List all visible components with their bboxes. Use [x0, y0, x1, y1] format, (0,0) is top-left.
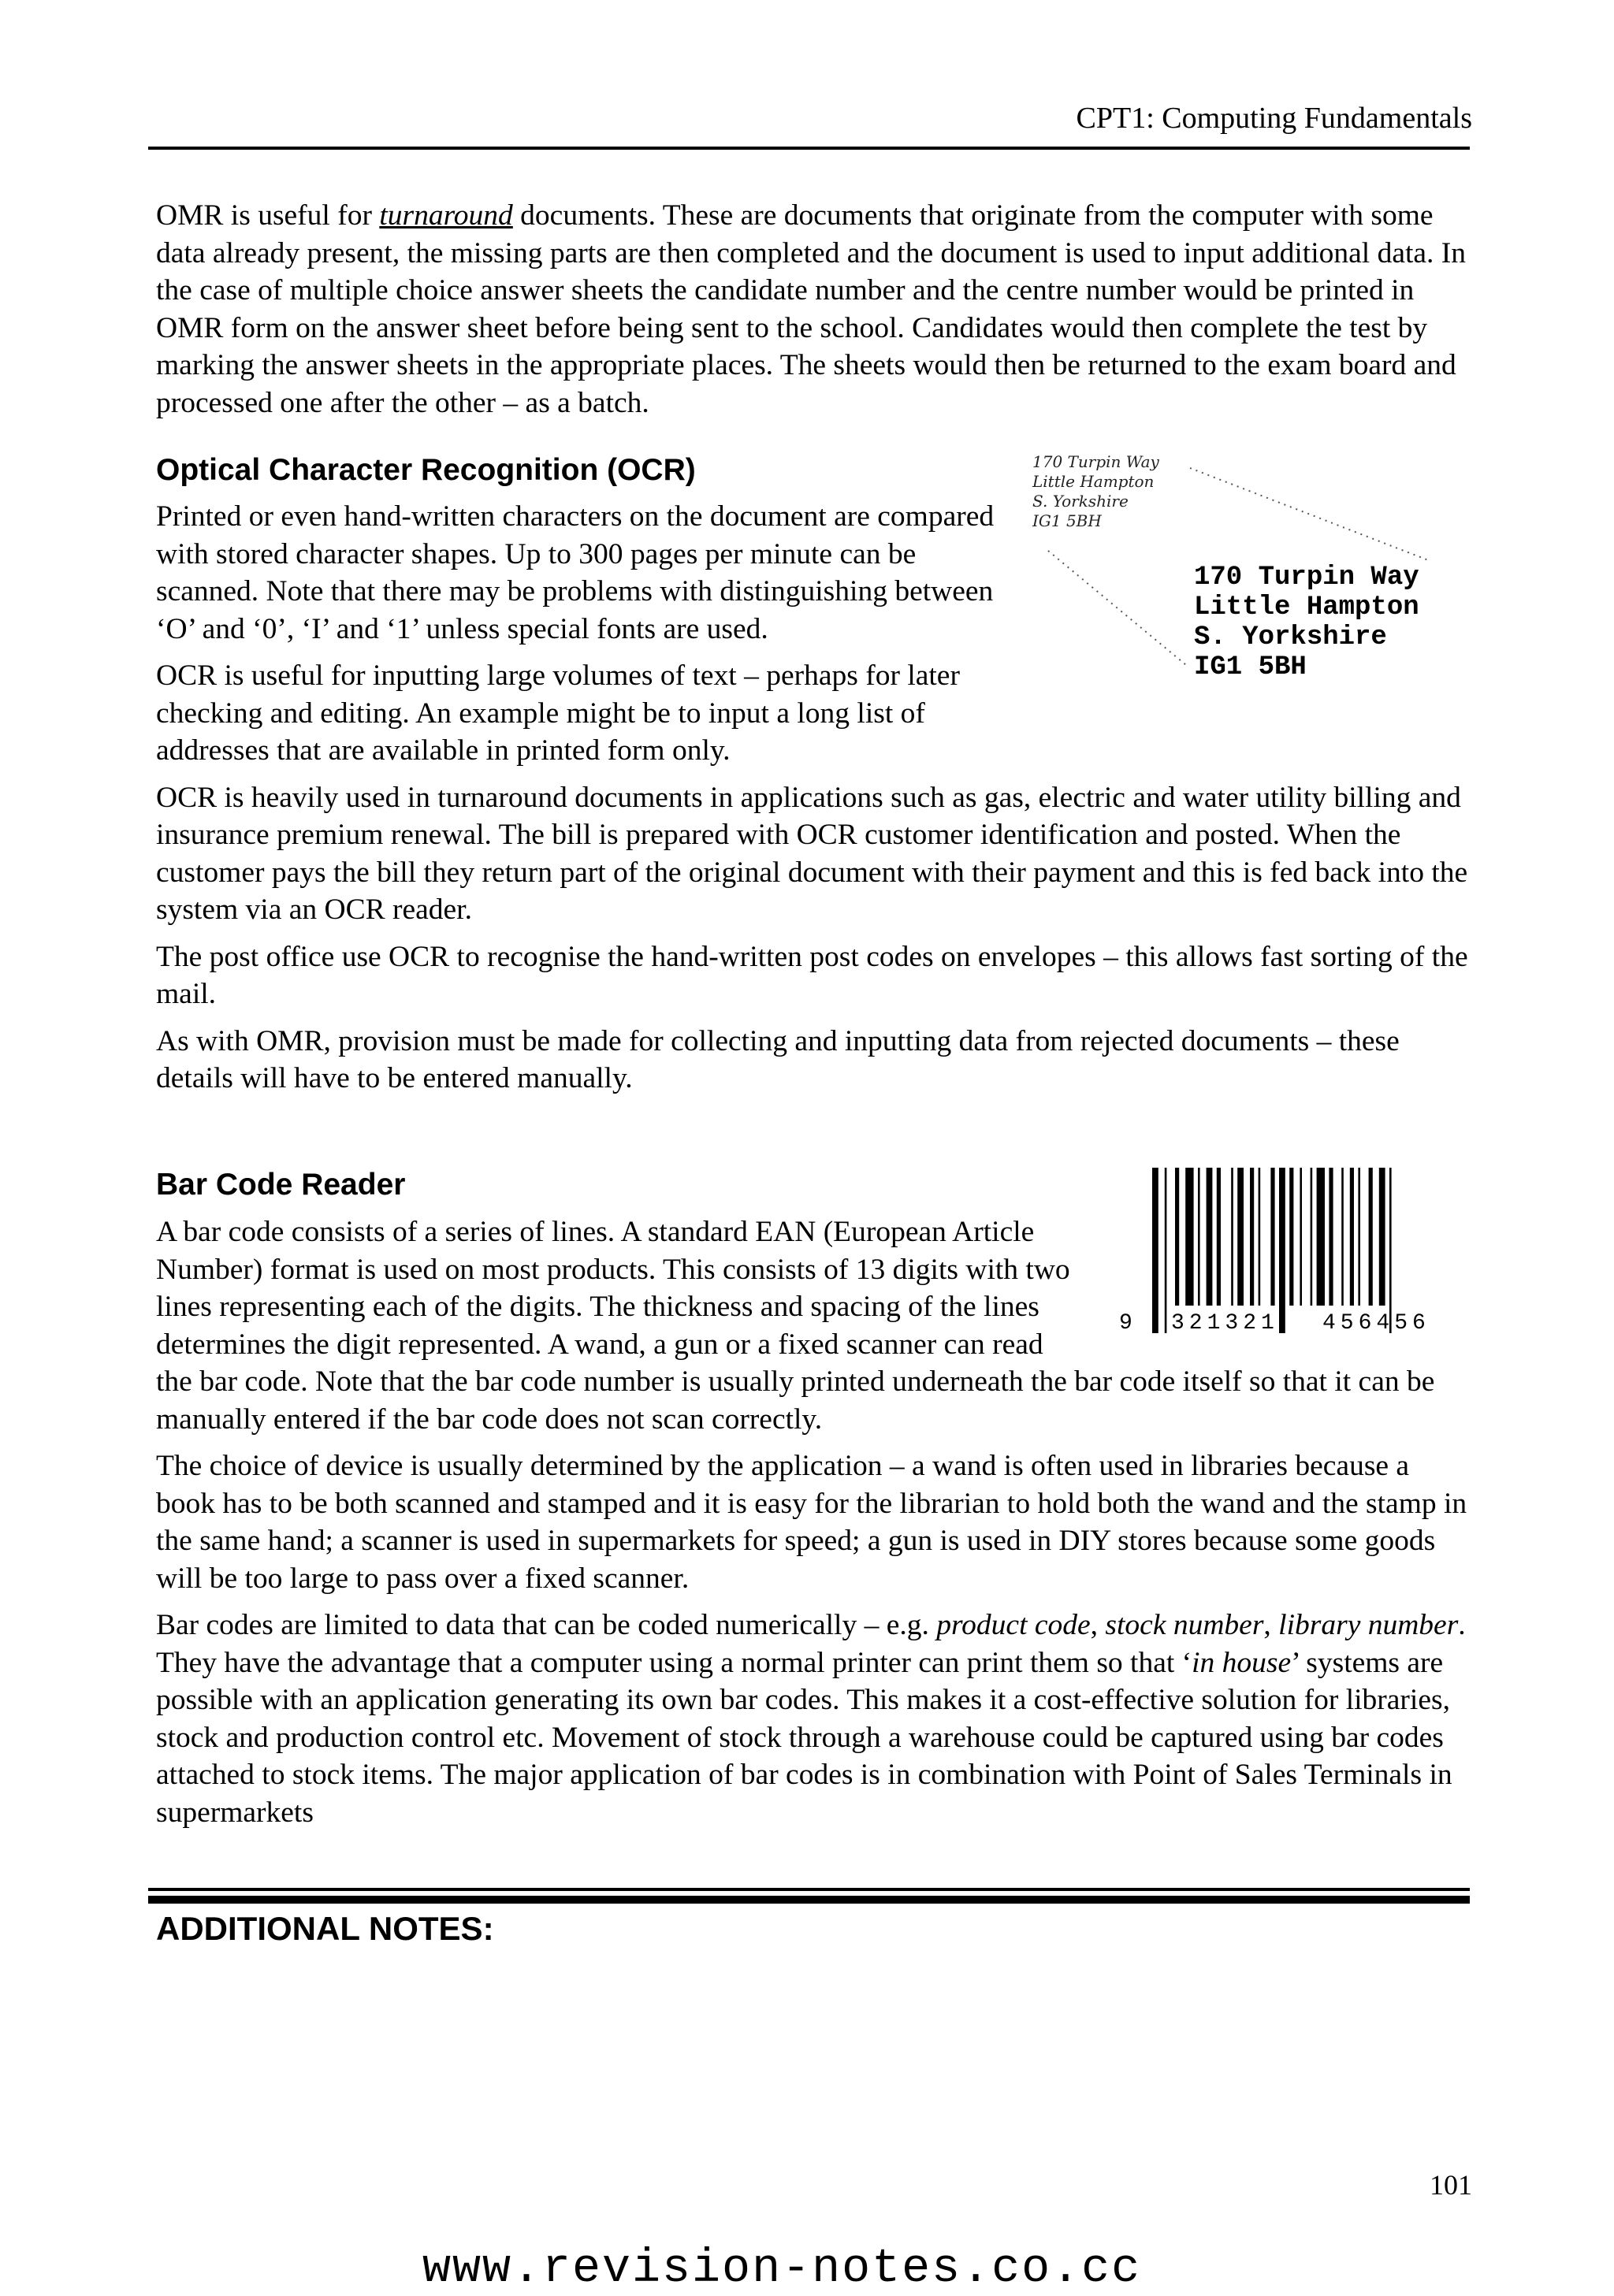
barcode-bar	[1165, 1168, 1167, 1333]
ocr-paragraph-5: As with OMR, provision must be made for collecting and inputting data from rejected documents – these details will have to be entered manually.	[156, 1024, 1400, 1094]
page-number: 101	[1430, 2169, 1472, 2201]
handwritten-line: S. Yorkshire	[1032, 492, 1129, 511]
barcode-right-digits: 456456	[1322, 1311, 1430, 1336]
barcode-bar	[1300, 1168, 1302, 1306]
footer-url: www.revision-notes.co.cc	[422, 2242, 1142, 2296]
barcode-paragraph-1: A bar code consists of a series of lines. A standard EAN (European Article Number) format is used on most products. This consists of 13 digits with two lines representing each of the digits. The thickness and spacing of the lines determines the digit represented. A wand, a gun or a fixed scanner can read the bar code. Note that the bar code number is usually printed underneath the bar code itself so that it can be manually entered if the bar code does not scan correctly.	[156, 1216, 1435, 1436]
ocr-paragraph-1: Printed or even hand-written characters on the document are compared with stored character shapes. Up to 300 pages per minute can be scanned. Note that there may be problems with distinguishing between ‘O’ and ‘0’, ‘I’ and ‘1’ unless special fonts are used.	[156, 500, 995, 645]
barcode-p3-text: Bar codes are limited to data that can be coded numerically – e.g.	[156, 1609, 937, 1641]
barcode-bar	[1185, 1168, 1193, 1306]
barcode-left-digits: 321321	[1171, 1311, 1279, 1336]
barcode-bar	[1270, 1168, 1274, 1306]
barcode-p3-text: ’ systems are possible with an application generating its own bar codes. This makes it a cost-effective solution for libraries, stock and production control etc. Movement of stock through a warehouse could be captured using bar codes attached to stock items. The major application of bar codes is in combination with Point of Sales Terminals in supermarkets	[156, 1646, 1452, 1829]
barcode-paragraph-3	[156, 1607, 1474, 1831]
barcode-bar	[1317, 1168, 1325, 1306]
barcode-bar	[1389, 1168, 1392, 1333]
barcode-paragraph-2: The choice of device is usually determined by the application – a wand is often used in libraries because a book has to be both scanned and stamped and it is easy for the librarian to hold both the wand and the stamp in the same hand; a scanner is used in supermarkets for speed; a gun is used in DIY stores because some goods will be too large to pass over a fixed scanner.	[156, 1450, 1467, 1595]
handwritten-line: 170 Turpin Way	[1032, 452, 1159, 471]
typed-line: 170 Turpin Way	[1194, 563, 1419, 593]
term-library-number: library number	[1278, 1609, 1459, 1641]
typed-line: Little Hampton	[1194, 593, 1419, 622]
ocr-guide-bottom	[1048, 551, 1186, 665]
barcode-bar	[1358, 1168, 1360, 1306]
barcode-bar	[1231, 1168, 1233, 1306]
handwritten-line: Little Hampton	[1032, 472, 1155, 491]
barcode-bar	[1350, 1168, 1354, 1306]
barcode-bar	[1175, 1168, 1179, 1306]
notes-rule-thin	[148, 1888, 1470, 1891]
term-turnaround: turnaround	[379, 199, 513, 232]
barcode-bar	[1329, 1168, 1333, 1306]
header-rule	[148, 147, 1470, 150]
ocr-heading: Optical Character Recognition (OCR)	[156, 453, 696, 487]
barcode-bar	[1207, 1168, 1213, 1306]
barcode-bar	[1279, 1168, 1285, 1333]
ocr-address-illustration	[1032, 452, 1474, 689]
ocr-paragraph-4: The post office use OCR to recognise the hand-written post codes on envelopes – this allows fast sorting of the mail.	[156, 940, 1468, 1010]
barcode-bar	[1259, 1168, 1261, 1306]
ocr-guide-top	[1190, 468, 1430, 561]
barcode-bar	[1217, 1168, 1221, 1306]
ocr-paragraph-3: OCR is heavily used in turnaround documents in applications such as gas, electric and water utility billing and insurance premium renewal. The bill is prepared with OCR customer identification and posted. When the customer pays the bill they return part of the original document with their payment and this is fed back into the system via an OCR reader.	[156, 781, 1468, 926]
barcode-p3-text: . They have the advantage that a computer using a normal printer can print them so that ‘	[156, 1609, 1466, 1679]
term-in-house: in house	[1192, 1646, 1292, 1679]
barcode-p3-text: ,	[1263, 1609, 1279, 1641]
barcode-p3-text: ,	[1090, 1609, 1106, 1641]
intro-text-end: documents. These are documents that originate from the computer with some data already present, the missing parts are then completed and the document is used to input additional data. In the case of multiple choice answer sheets the candidate number and the centre number would be printed in OMR form on the answer sheet before being sent to the school. Candidates would then complete the test by marking the answer sheets in the appropriate places. The sheets would then be returned to the exam board and processed one after the other – as a batch.	[156, 199, 1467, 419]
typed-address	[1194, 563, 1419, 682]
barcode-bar	[1289, 1168, 1293, 1306]
typed-line: IG1 5BH	[1194, 652, 1307, 682]
barcode-bar	[1369, 1168, 1373, 1306]
barcode-heading: Bar Code Reader	[156, 1168, 406, 1202]
intro-text-start: OMR is useful for	[156, 199, 380, 232]
notes-rule-thick	[148, 1896, 1470, 1904]
term-product-code: product code	[936, 1609, 1091, 1641]
barcode-bar	[1198, 1168, 1200, 1306]
handwritten-line: IG1 5BH	[1032, 511, 1102, 530]
running-header: CPT1: Computing Fundamentals	[1076, 102, 1472, 135]
barcode-illustration	[1119, 1168, 1474, 1341]
barcode-bar	[1237, 1168, 1244, 1306]
barcode-bar	[1379, 1168, 1385, 1306]
barcode-bar	[1311, 1168, 1313, 1306]
ocr-paragraph-2: OCR is useful for inputting large volumes of text – perhaps for later checking and editing. An example might be to input a long list of addresses that are available in printed form only.	[156, 659, 960, 767]
additional-notes-heading: ADDITIONAL NOTES:	[156, 1910, 494, 1947]
barcode-bar	[1341, 1168, 1344, 1306]
term-stock-number: stock number	[1105, 1609, 1264, 1641]
barcode-bar	[1152, 1168, 1158, 1333]
typed-line: S. Yorkshire	[1194, 622, 1387, 652]
intro-paragraph	[156, 197, 1474, 422]
barcode-first-digit: 9	[1119, 1311, 1137, 1336]
barcode-bar	[1250, 1168, 1254, 1306]
